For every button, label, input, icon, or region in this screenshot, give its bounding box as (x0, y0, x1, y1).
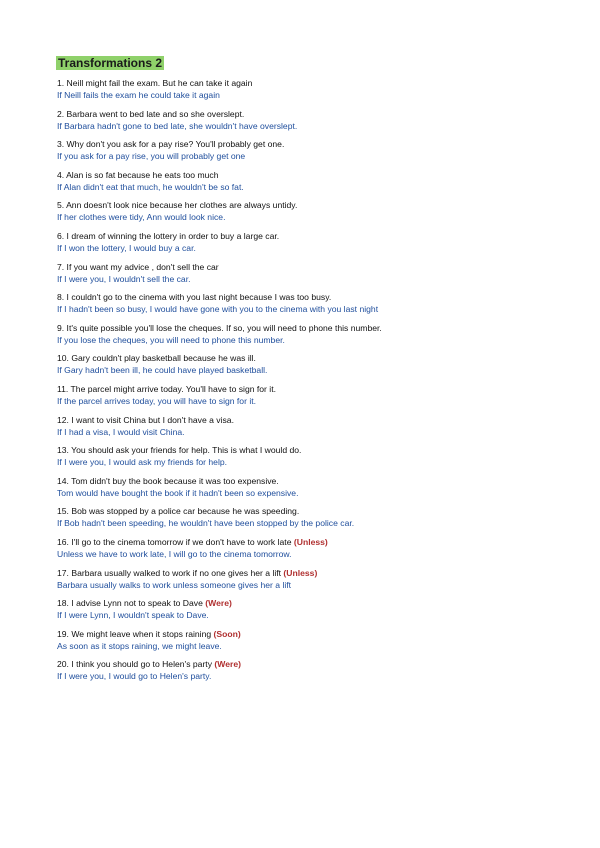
answer-text: If Bob hadn't been speeding, he wouldn't have been stopped by the police car. (57, 518, 355, 529)
question-sentence: 8. I couldn't go to the cinema with you last night because I was too busy. (57, 292, 332, 303)
answer-text: If her clothes were tidy, Ann would look nice. (57, 212, 226, 223)
question-sentence: 11. The parcel might arrive today. You'll have to sign for it. (57, 383, 276, 394)
question-text (57, 475, 587, 487)
question-text (57, 658, 587, 670)
answer-text: If I won the lottery, I would buy a car. (57, 242, 196, 253)
question-text (57, 444, 587, 456)
answer-text: If Neill fails the exam he could take it again (57, 90, 220, 100)
question-sentence: 7. If you want my advice , don't sell the car (57, 261, 219, 272)
question-text (57, 628, 587, 640)
question-sentence: 12. I want to visit China but I don't have a visa. (57, 414, 234, 425)
question-sentence: 20. I think you should go to Helen's party (57, 659, 215, 670)
answer-text: If I were you, I would go to Helen's party. (57, 671, 212, 682)
exercise-item (57, 138, 587, 169)
answer-text: If Alan didn't eat that much, he wouldn't be so fat. (57, 181, 244, 192)
question-text (57, 597, 587, 609)
exercise-item (57, 414, 587, 445)
exercise-item (57, 658, 587, 689)
hint-word: (Were) (205, 598, 232, 609)
question-text (57, 138, 587, 150)
question-sentence: 18. I advise Lynn not to speak to Dave (57, 598, 206, 609)
exercise-item (57, 597, 587, 628)
question-sentence: 19. We might leave when it stops raining (57, 628, 214, 639)
hint-word: (Unless) (283, 567, 318, 578)
question-text (57, 230, 587, 242)
question-sentence: 2. Barbara went to bed late and so she overslept. (57, 108, 245, 119)
question-text (57, 505, 587, 517)
exercise-item (57, 383, 587, 414)
question-text (57, 199, 587, 211)
question-sentence: 17. Barbara usually walked to work if no one gives her a lift (57, 567, 284, 578)
question-sentence: 10. Gary couldn't play basketball because he was ill. (57, 353, 256, 364)
question-sentence: 3. Why don't you ask for a pay rise? You'll probably get one. (57, 139, 285, 150)
exercise-item (57, 108, 587, 139)
question-sentence: 6. I dream of winning the lottery in order to buy a large car. (57, 230, 280, 241)
exercise-item (57, 536, 587, 567)
question-sentence: 15. Bob was stopped by a police car because he was speeding. (57, 506, 300, 517)
exercise-item (57, 505, 587, 536)
answer-text: Barbara usually walks to work unless someone gives her a lift (57, 579, 292, 590)
answer-text: Tom would have bought the book if it hadn't been so expensive. (57, 487, 299, 498)
exercise-list (57, 77, 587, 689)
exercise-item (57, 291, 587, 322)
exercise-item (57, 475, 587, 506)
exercise-item (57, 322, 587, 353)
hint-word: (Unless) (293, 536, 328, 547)
question-text (57, 322, 587, 334)
question-sentence: 1. Neill might fail the exam. But he can take it again (57, 78, 253, 88)
question-text (57, 77, 587, 89)
answer-text: If I had a visa, I would visit China. (57, 426, 185, 437)
question-text (57, 536, 587, 548)
exercise-item (57, 352, 587, 383)
question-sentence: 5. Ann doesn't look nice because her clothes are always untidy. (57, 200, 298, 211)
question-text (57, 383, 587, 395)
question-sentence: 4. Alan is so fat because he eats too much (57, 169, 219, 180)
exercise-item (57, 261, 587, 292)
question-text (57, 352, 587, 364)
question-sentence: 9. It's quite possible you'll lose the cheques. If so, you will need to phone this number. (57, 322, 382, 333)
answer-text: If I were you, I wouldn't sell the car. (57, 273, 191, 284)
question-text (57, 108, 587, 120)
question-sentence: 14. Tom didn't buy the book because it was too expensive. (57, 475, 279, 486)
exercise-item (57, 628, 587, 659)
question-text (57, 414, 587, 426)
hint-word: (Soon) (213, 628, 241, 639)
exercise-item (57, 230, 587, 261)
answer-text: If you ask for a pay rise, you will probably get one (57, 151, 246, 162)
hint-word: (Were) (214, 659, 241, 670)
question-text (57, 291, 587, 303)
exercise-item (57, 444, 587, 475)
answer-text: If the parcel arrives today, you will have to sign for it. (57, 395, 257, 406)
exercise-item (57, 169, 587, 200)
answer-text: As soon as it stops raining, we might leave. (57, 640, 222, 651)
answer-text: Unless we have to work late, I will go to the cinema tomorrow. (57, 548, 292, 559)
answer-text: If Barbara hadn't gone to bed late, she wouldn't have overslept. (57, 120, 298, 131)
answer-text: If Gary hadn't been ill, he could have played basketball. (57, 365, 268, 376)
question-sentence: 16. I'll go to the cinema tomorrow if we don't have to work late (57, 536, 294, 547)
question-text (57, 261, 587, 273)
answer-text: If I were Lynn, I wouldn't speak to Dave. (57, 610, 209, 621)
exercise-item (57, 199, 587, 230)
question-text (57, 567, 587, 579)
exercise-item (57, 567, 587, 598)
question-text (57, 169, 587, 181)
exercise-item (57, 77, 587, 108)
answer-text: If you lose the cheques, you will need to phone this number. (57, 334, 285, 345)
question-sentence: 13. You should ask your friends for help. This is what I would do. (57, 445, 302, 456)
page-title: Transformations 2 (58, 56, 163, 70)
answer-text: If I were you, I would ask my friends for help. (57, 457, 228, 468)
answer-text: If I hadn't been so busy, I would have gone with you to the cinema with you last night (57, 304, 379, 315)
